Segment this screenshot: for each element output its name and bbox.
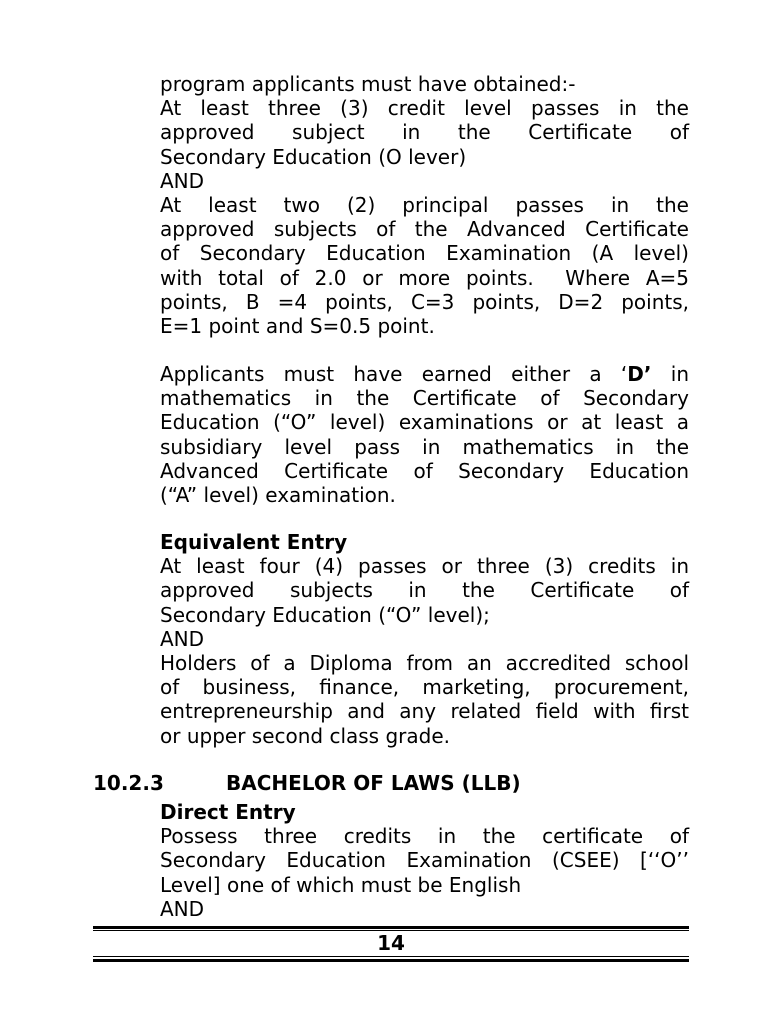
text-line: approved subjects of the Advanced Certificate <box>160 217 689 242</box>
direct-entry-heading: Direct Entry <box>160 800 296 824</box>
text-line: mathematics in the Certificate of Secondary <box>160 386 689 411</box>
text-line: Advanced Certificate of Secondary Education <box>160 458 689 483</box>
text-line: or upper second class grade. <box>160 723 450 748</box>
section-heading <box>93 771 693 795</box>
section-number: 10.2.3 <box>93 771 164 795</box>
text-line: E=1 point and S=0.5 point. <box>160 313 435 338</box>
equivalent-entry-heading: Equivalent Entry <box>160 530 348 554</box>
text-line: of business, finance, marketing, procurement, <box>160 675 689 700</box>
text-line: Holders of a Diploma from an accredited school <box>160 650 689 675</box>
text-line: program applicants must have obtained:- <box>160 72 576 96</box>
footer-rule-bottom-thin <box>93 956 689 957</box>
text-line: Secondary Education (O lever) <box>160 144 467 169</box>
text-line: approved subject in the Certificate of <box>160 120 689 145</box>
text-line: Education (“O” level) examinations or at least a <box>160 410 689 435</box>
entry-requirements-paragraph <box>160 72 689 338</box>
mathematics-requirement-paragraph <box>160 362 689 507</box>
text-line: entrepreneurship and any related field with first <box>160 699 689 724</box>
text-fragment: in <box>651 362 689 386</box>
text-line: Possess three credits in the certificate of <box>160 824 689 849</box>
text-line <box>160 362 689 386</box>
text-line: AND <box>160 168 205 193</box>
text-line: Secondary Education (“O” level); <box>160 602 490 627</box>
text-line: Secondary Education Examination (CSEE) [‘‘O’’ <box>160 848 689 873</box>
text-line: with total of 2.0 or more points. Where A=5 <box>160 265 689 290</box>
text-line: approved subjects in the Certificate of <box>160 578 689 603</box>
text-line: subsidiary level pass in mathematics in the <box>160 434 689 459</box>
text-line: of Secondary Education Examination (A level) <box>160 241 689 266</box>
text-line: points, B =4 points, C=3 points, D=2 points, <box>160 289 689 314</box>
section-title: BACHELOR OF LAWS (LLB) <box>226 771 521 795</box>
text-line: AND <box>160 626 205 651</box>
text-line: At least two (2) principal passes in the <box>160 192 689 217</box>
text-line: At least three (3) credit level passes in the <box>160 96 689 121</box>
text-line: Level] one of which must be English <box>160 872 522 897</box>
direct-entry-section <box>160 800 689 921</box>
text-line: AND <box>160 896 205 921</box>
footer-rule-bottom-thick <box>93 959 689 962</box>
text-fragment: Applicants must have earned either a ‘ <box>160 362 628 386</box>
text-line: At least four (4) passes or three (3) credits in <box>160 554 689 579</box>
grade-d-label: D’ <box>627 362 652 386</box>
equivalent-entry-section <box>160 530 689 748</box>
footer-rule-top-thick <box>93 926 689 929</box>
page-number: 14 <box>377 931 405 955</box>
text-line: (“A” level) examination. <box>160 482 396 507</box>
